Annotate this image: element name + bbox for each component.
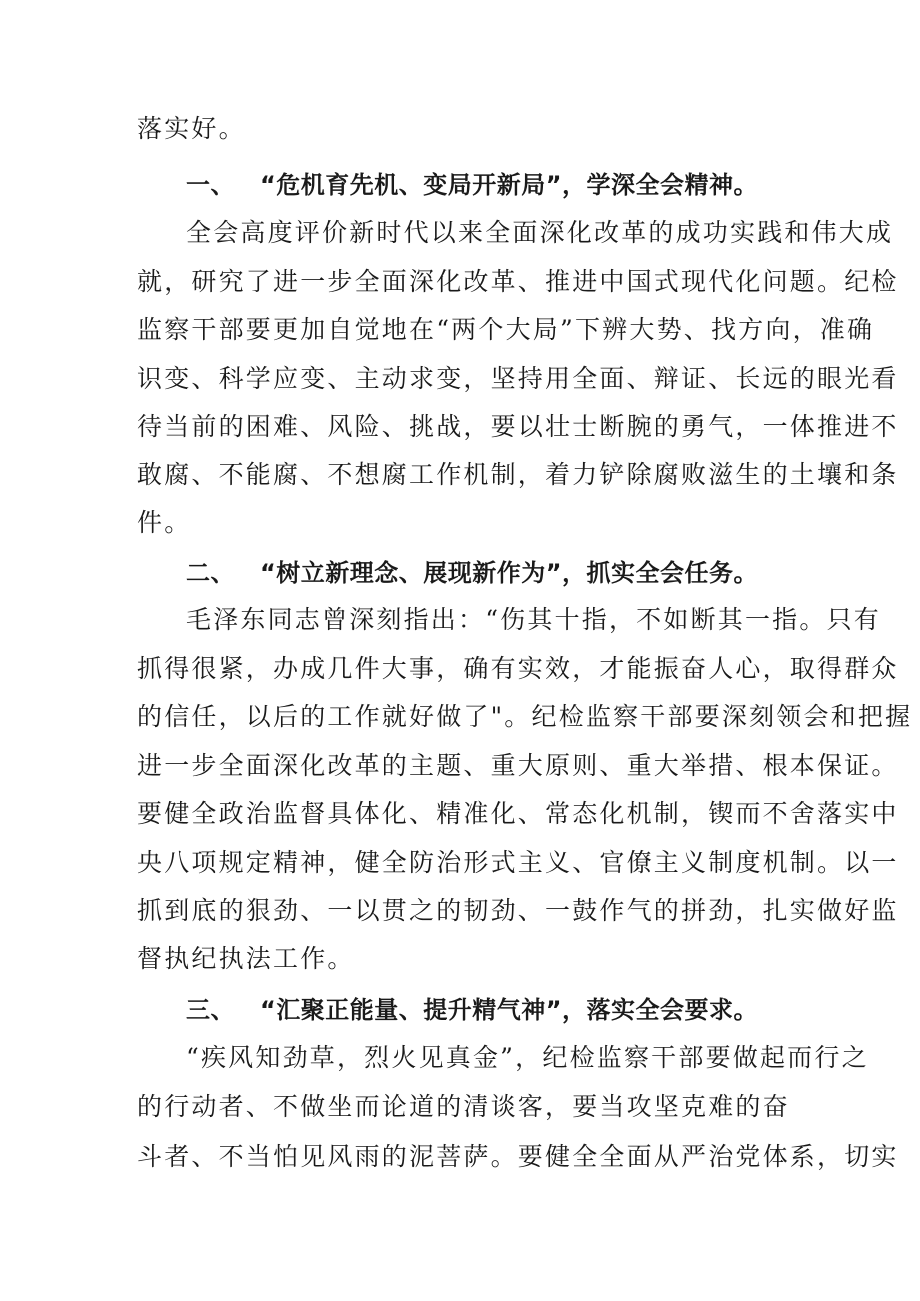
paragraph-line: 抓得很紧，办成几件大事，确有实效，才能振奋人心，取得群众 <box>137 654 899 683</box>
heading-number: 二、 <box>186 559 235 587</box>
paragraph-line: “疾风知劲草，烈火见真金”，纪检监察干部要做起而行之 <box>186 1043 869 1072</box>
section-heading-2 <box>186 556 758 590</box>
paragraph-line: 就，研究了进一步全面深化改革、推进中国式现代化问题。纪检 <box>137 267 899 296</box>
section-heading-3 <box>186 993 758 1027</box>
heading-number: 三、 <box>186 996 235 1024</box>
paragraph-line: 督执纪执法工作。 <box>137 944 355 973</box>
paragraph-line: 的行动者、不做坐而论道的清谈客，要当攻坚克难的奋 <box>137 1092 790 1121</box>
paragraph-line: 识变、科学应变、主动求变，坚持用全面、辩证、长远的眼光看 <box>137 364 899 393</box>
paragraph-line: 进一步全面深化改革的主题、重大原则、重大举措、根本保证。 <box>137 751 899 780</box>
heading-title: “危机育先机、变局开新局”，学深全会精神。 <box>260 171 759 199</box>
paragraph-line: 全会高度评价新时代以来全面深化改革的成功实践和伟大成 <box>186 218 894 247</box>
paragraph-line: 央八项规定精神，健全防治形式主义、官僚主义制度机制。以一 <box>137 848 899 877</box>
heading-number: 一、 <box>186 171 235 199</box>
paragraph-line: 待当前的困难、风险、挑战，要以壮士断腕的勇气，一体推进不 <box>137 412 899 441</box>
paragraph-line: 监察干部要更加自觉地在“两个大局”下辨大势、找方向，准确 <box>137 315 875 344</box>
paragraph-line: 斗者、不当怕见风雨的泥菩萨。要健全全面从严治党体系，切实 <box>137 1142 899 1171</box>
paragraph-line: 敢腐、不能腐、不想腐工作机制，着力铲除腐败滋生的土壤和条 <box>137 460 899 489</box>
heading-title: “树立新理念、展现新作为”，抓实全会任务。 <box>260 559 759 587</box>
paragraph-line: 毛泽东同志曾深刻指出：“伤其十指，不如断其一指。只有 <box>186 605 881 634</box>
section-heading-1 <box>186 168 758 202</box>
paragraph-line: 要健全政治监督具体化、精准化、常态化机制，锲而不舍落实中 <box>137 799 899 828</box>
paragraph-line: 件。 <box>137 508 192 537</box>
paragraph-line: 抓到底的狠劲、一以贯之的韧劲、一鼓作气的拼劲，扎实做好监 <box>137 896 899 925</box>
paragraph-line: 落实好。 <box>137 114 246 143</box>
heading-title: “汇聚正能量、提升精气神”，落实全会要求。 <box>260 996 759 1024</box>
paragraph-line: 的信任，以后的工作就好做了"。纪检监察干部要深刻领会和把握 <box>137 702 913 731</box>
